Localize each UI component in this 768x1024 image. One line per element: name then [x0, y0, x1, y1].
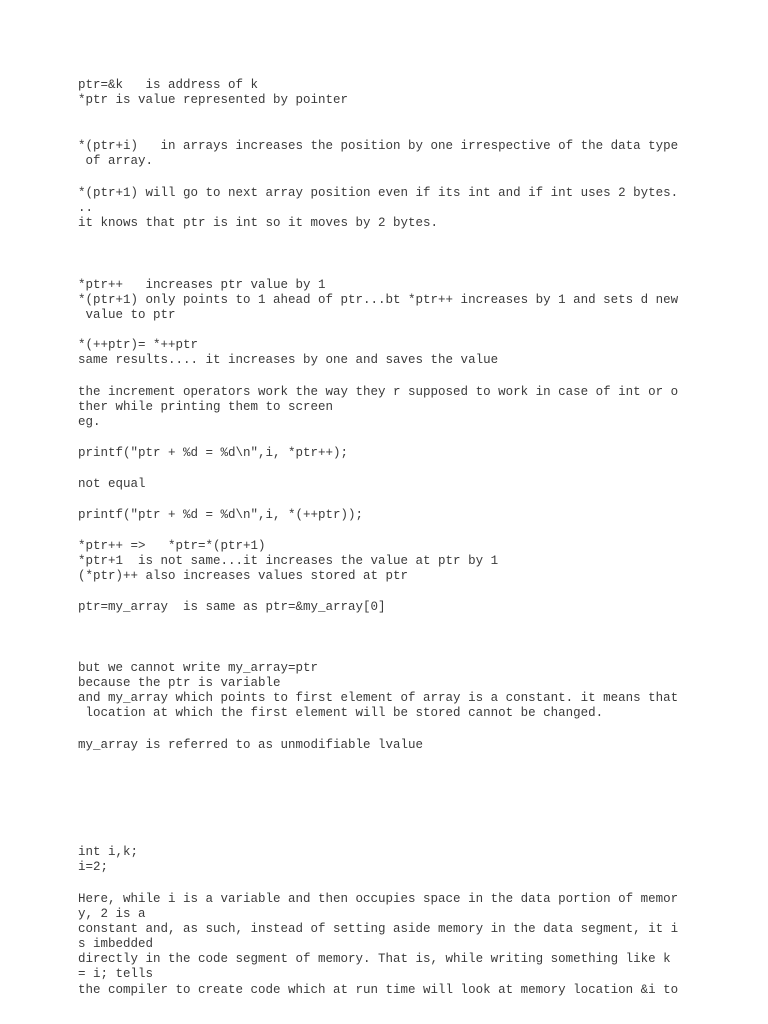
code-line: printf("ptr + %d = %d\n",i, *ptr++); [78, 446, 349, 460]
text-line: the compiler to create code which at run time will look at memory location &i to [78, 983, 679, 997]
text-line: of array. [78, 154, 154, 168]
text-line: but we cannot write my_array=ptr [78, 661, 319, 675]
text-line: s imbedded [78, 937, 154, 951]
code-line: printf("ptr + %d = %d\n",i, *(++ptr)); [78, 508, 364, 522]
text-line: and my_array which points to first element of array is a constant. it means that [78, 691, 679, 705]
text-line: my_array is referred to as unmodifiable lvalue [78, 738, 424, 752]
text-line: *ptr is value represented by pointer [78, 93, 349, 107]
text-line: ptr=my_array is same as ptr=&my_array[0] [78, 600, 386, 614]
text-line: *ptr++ => *ptr=*(ptr+1) [78, 539, 266, 553]
text-line: directly in the code segment of memory. That is, while writing something like k [78, 952, 671, 966]
text-line: constant and, as such, instead of setting aside memory in the data segment, it i [78, 922, 679, 936]
text-line: same results.... it increases by one and saves the value [78, 353, 499, 367]
text-line: *(ptr+i) in arrays increases the position by one irrespective of the data type [78, 139, 679, 153]
text-line: .. [78, 201, 94, 215]
text-line: y, 2 is a [78, 907, 146, 921]
text-line: value to ptr [78, 308, 176, 322]
text-line: not equal [78, 477, 146, 491]
text-line: (*ptr)++ also increases values stored at ptr [78, 569, 409, 583]
text-line: location at which the first element will be stored cannot be changed. [78, 706, 604, 720]
text-line: = i; tells [78, 967, 154, 981]
text-line: eg. [78, 415, 101, 429]
text-line: Here, while i is a variable and then occupies space in the data portion of memor [78, 892, 679, 906]
text-line: *ptr+1 is not same...it increases the value at ptr by 1 [78, 554, 499, 568]
code-line: int i,k; [78, 845, 139, 859]
text-line: ther while printing them to screen [78, 400, 334, 414]
text-line: the increment operators work the way they r supposed to work in case of int or o [78, 385, 679, 399]
text-line: because the ptr is variable [78, 676, 281, 690]
text-line: *(ptr+1) only points to 1 ahead of ptr...bt *ptr++ increases by 1 and sets d new [78, 293, 679, 307]
text-line: *(ptr+1) will go to next array position even if its int and if int uses 2 bytes. [78, 186, 679, 200]
text-line: it knows that ptr is int so it moves by 2 bytes. [78, 216, 439, 230]
text-line: ptr=&k is address of k [78, 78, 259, 92]
text-line: *ptr++ increases ptr value by 1 [78, 278, 326, 292]
text-line: *(++ptr)= *++ptr [78, 338, 199, 352]
code-line: i=2; [78, 860, 109, 874]
